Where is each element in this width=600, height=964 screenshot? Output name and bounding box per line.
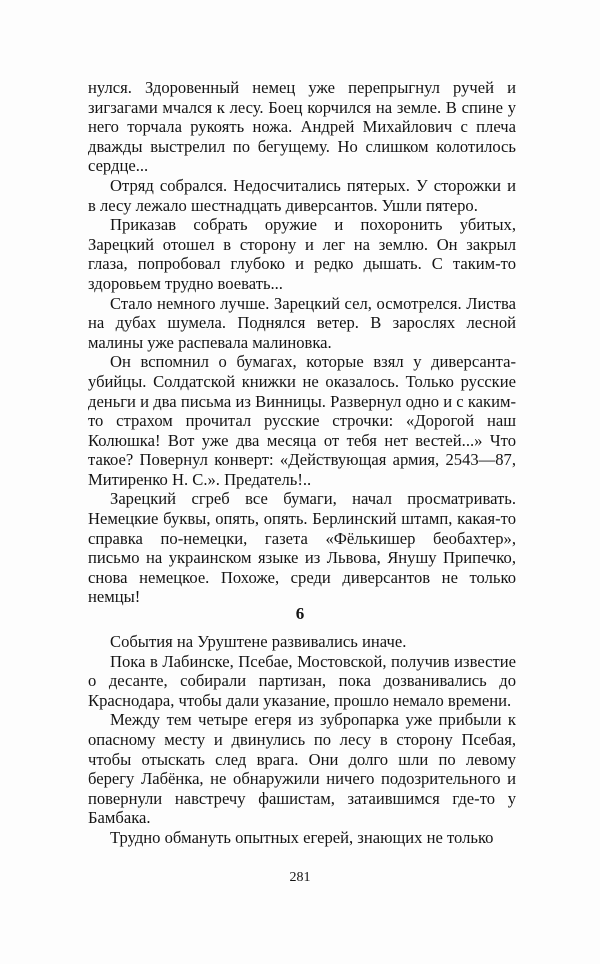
paragraph: нулся. Здоровенный немец уже перепрыгнул ручей и зигзагами мчался к лесу. Боец корчился на земле. В спине у него торчала рукоять ножа. Андрей Михайлович с плеча дважды выстрелил по бегущему. Но слишком колотилось сердце... bbox=[88, 78, 516, 176]
paragraph: Пока в Лабинске, Псебае, Мостовской, получив известие о десанте, собирали партизан, пока дозванивались до Краснодара, чтобы дали указание, прошло немало времени. bbox=[88, 651, 516, 710]
paragraph: Стало немного лучше. Зарецкий сел, осмотрелся. Листва на дубах шумела. Поднялся ветер. В зарослях лесной малины уже распевала малиновка. bbox=[88, 293, 516, 352]
text-block-upper bbox=[88, 78, 516, 607]
chapter-number: 6 bbox=[295, 604, 305, 623]
paragraph: Он вспомнил о бумагах, которые взял у диверсанта-убийцы. Солдатской книжки не оказалось. Только русские деньги и два письма из Винницы. Развернул одно и с каким-то страхом прочитал русские строчки: «Дорогой наш Колюшка! Вот уже два месяца от тебя нет вестей...» Что такое? Повернул конверт: «Действующая армия, 2543—87, Митиренко Н. С.». Предатель!.. bbox=[88, 352, 516, 489]
paragraph: Приказав собрать оружие и похоронить убитых, Зарецкий отошел в сторону и лег на землю. Он закрыл глаза, попробовал глубоко и редко дышать. С таким-то здоровьем трудно воевать... bbox=[88, 215, 516, 293]
paragraph: Зарецкий сгреб все бумаги, начал просматривать. Немецкие буквы, опять, опять. Берлинский штамп, какая-то справка по-немецки, газета «Фёлькишер беобахтер», письмо на украинском языке из Львова, Янушу Припечко, снова немецкое. Похоже, среди диверсантов не только немцы! bbox=[88, 489, 516, 607]
paragraph: Между тем четыре егеря из зубропарка уже прибыли к опасному месту и двинулись по лесу в сторону Псебая, чтобы отыскать след врага. Они долго шли по левому берегу Лабёнка, не обнаружили ничего подозрительного и повернули навстречу фашистам, затаившимся где-то у Бамбака. bbox=[88, 710, 516, 828]
paragraph: События на Уруштене развивались иначе. bbox=[110, 632, 407, 651]
paragraph: Трудно обмануть опытных егерей, знающих не только bbox=[110, 827, 494, 847]
page-number: 281 bbox=[289, 870, 311, 885]
paragraph: Отряд собрался. Недосчитались пятерых. У сторожки и в лесу лежало шестнадцать диверсантов. Ушли пятеро. bbox=[88, 175, 516, 215]
text-block-lower bbox=[88, 632, 516, 848]
